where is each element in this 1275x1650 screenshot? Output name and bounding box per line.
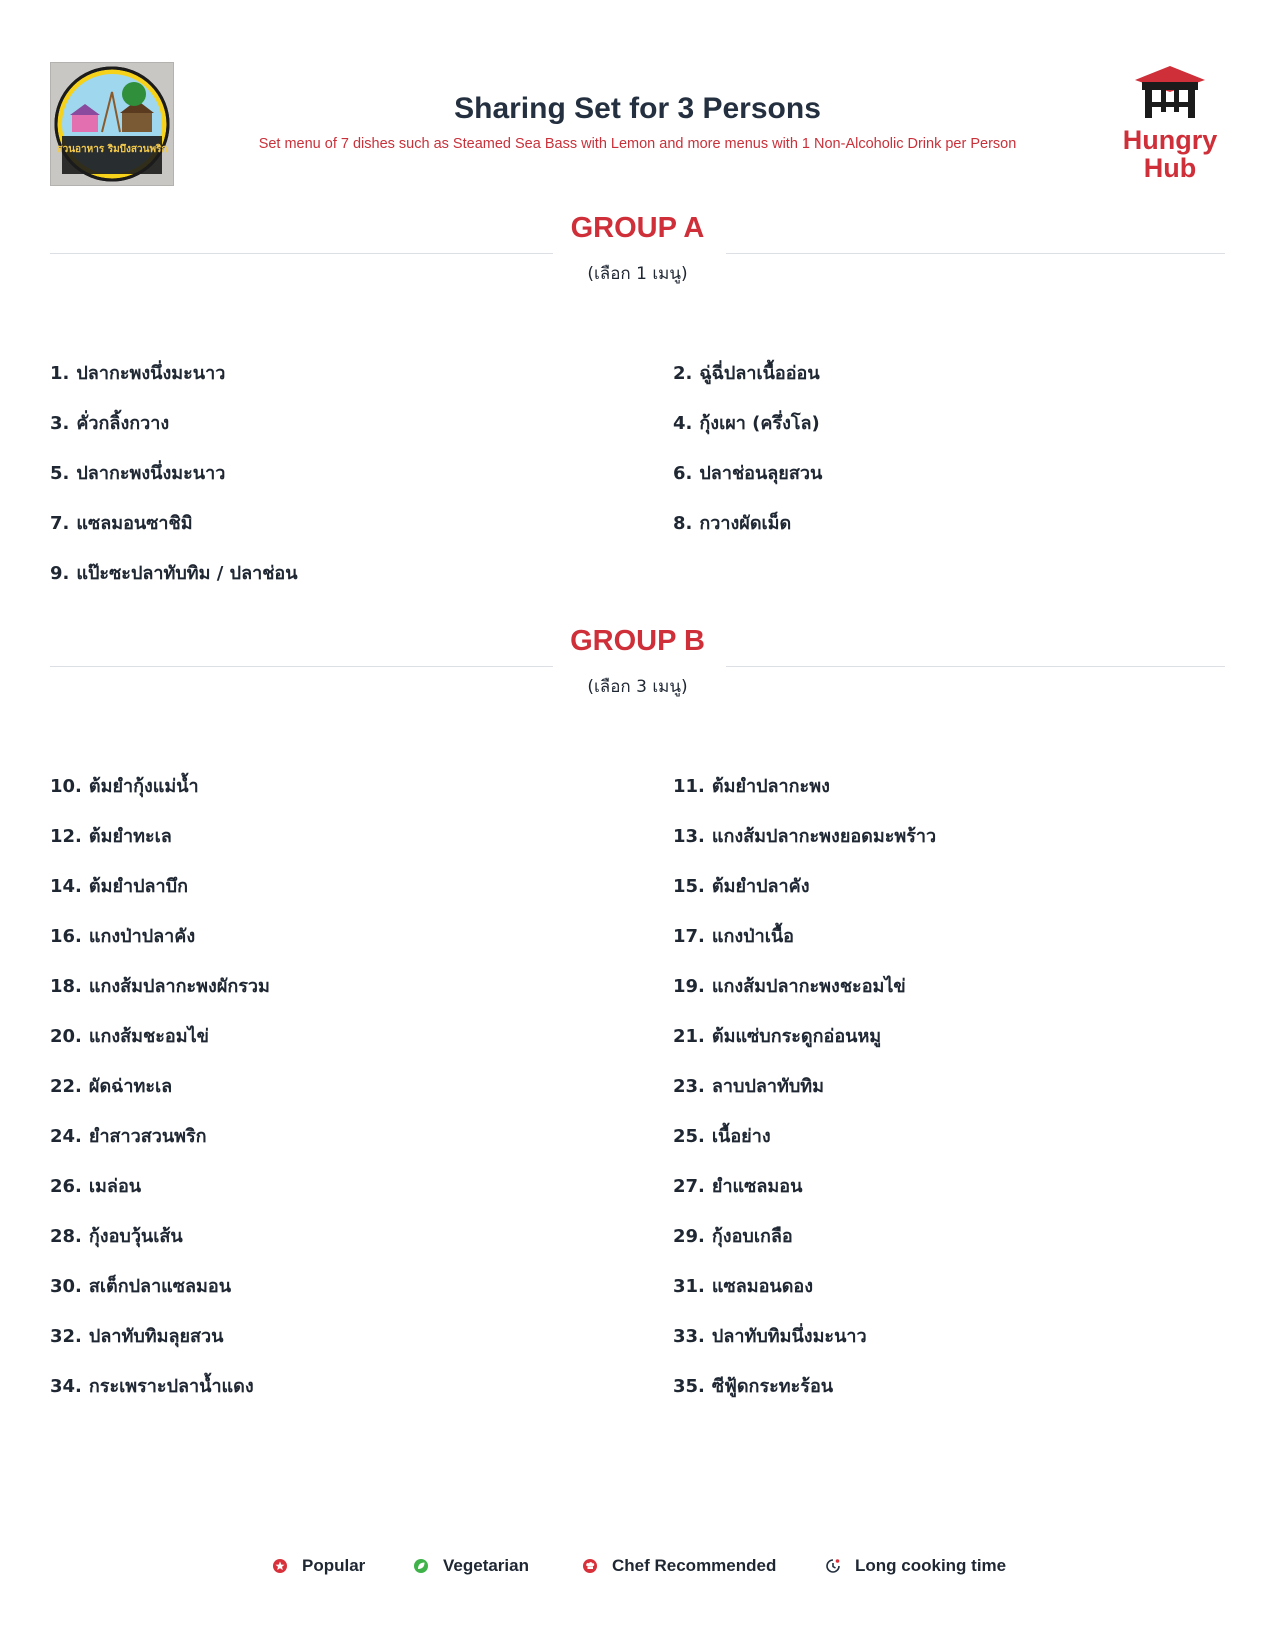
menu-item bbox=[673, 871, 810, 900]
table-icon bbox=[1115, 62, 1225, 192]
menu-item-name: แกงส้มปลากะพงยอดมะพร้าว bbox=[711, 826, 937, 847]
menu-item-number: 16. bbox=[50, 926, 82, 947]
menu-item bbox=[50, 1321, 223, 1350]
menu-item-name: แกงป่าเนื้อ bbox=[711, 926, 794, 947]
menu-item-name: แกงป่าปลาคัง bbox=[88, 926, 196, 947]
menu-item bbox=[50, 1071, 172, 1100]
menu-item bbox=[50, 1271, 231, 1300]
menu-item bbox=[50, 1021, 209, 1050]
menu-item-name: ลาบปลาทับทิม bbox=[711, 1076, 825, 1097]
group-b-divider-right bbox=[726, 666, 1225, 667]
menu-item-name: คั่วกลิ้งกวาง bbox=[76, 413, 170, 434]
menu-item-number: 5. bbox=[50, 463, 70, 484]
menu-item bbox=[50, 508, 193, 537]
menu-item-number: 15. bbox=[673, 876, 705, 897]
menu-item-name: ต้มยำปลาบึก bbox=[88, 876, 188, 897]
group-a-divider-right bbox=[726, 253, 1225, 254]
restaurant-logo-text: สวนอาหาร ริมบึงสวนพริก bbox=[56, 144, 168, 155]
page-subtitle: Set menu of 7 dishes such as Steamed Sea Bass with Lemon and more menus with 1 Non-Alcoholic Drink per Person bbox=[258, 136, 1017, 152]
group-a-divider-left bbox=[50, 253, 553, 254]
menu-item bbox=[673, 1321, 867, 1350]
menu-item-number: 30. bbox=[50, 1276, 82, 1297]
vegetarian-icon bbox=[413, 1558, 429, 1574]
menu-item-number: 14. bbox=[50, 876, 82, 897]
chef-recommended-icon bbox=[582, 1558, 598, 1574]
brand-logo-line1: Hungry bbox=[1122, 125, 1218, 155]
group-b-title: GROUP B bbox=[570, 625, 705, 657]
menu-item-name: แกงส้มปลากะพงชะอมไข่ bbox=[711, 976, 906, 997]
menu-item bbox=[50, 358, 225, 387]
group-a-note: (เลือก 1 เมนู) bbox=[587, 264, 688, 284]
menu-item-name: กุ้งอบเกลือ bbox=[711, 1226, 793, 1247]
menu-item-name: ปลาช่อนลุยสวน bbox=[699, 463, 823, 484]
menu-item bbox=[673, 1121, 771, 1150]
menu-item bbox=[673, 821, 936, 850]
menu-item-number: 4. bbox=[673, 413, 693, 434]
menu-item-name: ปลาทับทิมนึ่งมะนาว bbox=[711, 1326, 867, 1347]
menu-item-number: 1. bbox=[50, 363, 70, 384]
menu-item-name: แซลมอนดอง bbox=[711, 1276, 814, 1297]
menu-item bbox=[673, 771, 830, 800]
menu-item-number: 19. bbox=[673, 976, 705, 997]
menu-item bbox=[50, 1121, 207, 1150]
menu-item-name: ผัดฉ่าทะเล bbox=[88, 1076, 173, 1097]
menu-item-number: 26. bbox=[50, 1176, 82, 1197]
menu-item bbox=[50, 1221, 183, 1250]
menu-item-number: 28. bbox=[50, 1226, 82, 1247]
menu-item-number: 7. bbox=[50, 513, 70, 534]
menu-item bbox=[673, 508, 791, 537]
page-title: Sharing Set for 3 Persons bbox=[454, 92, 821, 125]
menu-item-name: ต้มยำปลาคัง bbox=[711, 876, 810, 897]
brand-logo-line2: Hub bbox=[1143, 153, 1197, 183]
menu-item bbox=[673, 921, 794, 950]
menu-item bbox=[50, 821, 172, 850]
menu-item bbox=[50, 408, 169, 437]
menu-item-name: แป๊ะซะปลาทับทิม / ปลาช่อน bbox=[76, 563, 298, 584]
menu-item-number: 31. bbox=[673, 1276, 705, 1297]
menu-item bbox=[50, 1171, 141, 1200]
legend-chef-recommended-label: Chef Recommended bbox=[612, 1556, 777, 1575]
popular-icon bbox=[272, 1558, 288, 1574]
menu-item-number: 33. bbox=[673, 1326, 705, 1347]
legend-popular bbox=[272, 1556, 365, 1576]
menu-item bbox=[673, 1071, 824, 1100]
menu-item-name: แกงส้มปลากะพงผักรวม bbox=[88, 976, 270, 997]
legend bbox=[0, 1556, 1275, 1584]
menu-item-number: 34. bbox=[50, 1376, 82, 1397]
menu-item bbox=[673, 1171, 802, 1200]
menu-item-name: ยำสาวสวนพริก bbox=[88, 1126, 207, 1147]
menu-item bbox=[673, 1371, 833, 1400]
legend-long-cooking-time bbox=[825, 1556, 1006, 1576]
menu-item-name: ยำแซลมอน bbox=[711, 1176, 803, 1197]
menu-item-number: 25. bbox=[673, 1126, 705, 1147]
long-cooking-time-icon bbox=[825, 1558, 841, 1574]
menu-item-number: 13. bbox=[673, 826, 705, 847]
menu-item-name: กวางผัดเม็ด bbox=[699, 513, 792, 534]
menu-item-number: 8. bbox=[673, 513, 693, 534]
menu-item-number: 35. bbox=[673, 1376, 705, 1397]
legend-vegetarian bbox=[413, 1556, 529, 1576]
menu-item-name: เมล่อน bbox=[88, 1176, 142, 1197]
menu-item bbox=[50, 1371, 254, 1400]
menu-item-name: ต้มยำทะเล bbox=[88, 826, 172, 847]
legend-long-cooking-time-label: Long cooking time bbox=[855, 1556, 1007, 1575]
menu-item-number: 9. bbox=[50, 563, 70, 584]
menu-item bbox=[673, 1271, 813, 1300]
legend-vegetarian-label: Vegetarian bbox=[443, 1556, 529, 1575]
legend-chef-recommended bbox=[582, 1556, 776, 1576]
menu-item-name: แซลมอนซาชิมิ bbox=[76, 513, 193, 534]
menu-item-number: 22. bbox=[50, 1076, 82, 1097]
menu-item-name: ต้มยำปลากะพง bbox=[711, 776, 830, 797]
menu-item-name: สเต็กปลาแซลมอน bbox=[88, 1276, 232, 1297]
menu-item-name: แกงส้มชะอมไข่ bbox=[88, 1026, 209, 1047]
menu-item-number: 32. bbox=[50, 1326, 82, 1347]
menu-item-number: 20. bbox=[50, 1026, 82, 1047]
menu-item-number: 29. bbox=[673, 1226, 705, 1247]
menu-item-name: เนื้อย่าง bbox=[711, 1126, 771, 1147]
menu-item-name: ปลากะพงนึ่งมะนาว bbox=[76, 463, 226, 484]
menu-item bbox=[50, 771, 199, 800]
menu-item bbox=[50, 971, 270, 1000]
menu-item-name: กระเพราะปลาน้ำแดง bbox=[88, 1376, 254, 1397]
menu-item bbox=[50, 558, 298, 587]
menu-item bbox=[673, 358, 820, 387]
menu-item-number: 12. bbox=[50, 826, 82, 847]
menu-item-name: ซีฟู้ดกระทะร้อน bbox=[711, 1376, 834, 1397]
group-a-title: GROUP A bbox=[570, 212, 705, 244]
menu-item bbox=[673, 1021, 881, 1050]
menu-item-number: 2. bbox=[673, 363, 693, 384]
menu-item-number: 6. bbox=[673, 463, 693, 484]
menu-item-name: ต้มแซ่บกระดูกอ่อนหมู bbox=[711, 1026, 882, 1047]
menu-item-number: 18. bbox=[50, 976, 82, 997]
menu-item bbox=[50, 921, 195, 950]
menu-item-number: 10. bbox=[50, 776, 82, 797]
menu-item-number: 23. bbox=[673, 1076, 705, 1097]
hungry-hub-logo bbox=[1115, 62, 1225, 192]
menu-item bbox=[673, 458, 822, 487]
group-b-divider-left bbox=[50, 666, 553, 667]
menu-item bbox=[50, 458, 225, 487]
menu-item-name: ปลากะพงนึ่งมะนาว bbox=[76, 363, 226, 384]
menu-item-name: ฉู่ฉี่ปลาเนื้ออ่อน bbox=[699, 363, 820, 384]
menu-item-name: กุ้งอบวุ้นเส้น bbox=[88, 1226, 183, 1247]
menu-item-number: 17. bbox=[673, 926, 705, 947]
menu-item-number: 11. bbox=[673, 776, 705, 797]
menu-item-number: 3. bbox=[50, 413, 70, 434]
menu-item-number: 24. bbox=[50, 1126, 82, 1147]
menu-item-number: 21. bbox=[673, 1026, 705, 1047]
group-b-note: (เลือก 3 เมนู) bbox=[587, 677, 688, 697]
menu-item bbox=[50, 871, 188, 900]
menu-item bbox=[673, 1221, 793, 1250]
legend-popular-label: Popular bbox=[302, 1556, 366, 1575]
menu-item-name: กุ้งเผา (ครึ่งโล) bbox=[699, 413, 820, 434]
menu-item-name: ต้มยำกุ้งแม่น้ำ bbox=[88, 776, 199, 797]
menu-item-name: ปลาทับทิมลุยสวน bbox=[88, 1326, 224, 1347]
menu-item bbox=[673, 971, 906, 1000]
menu-item-number: 27. bbox=[673, 1176, 705, 1197]
menu-item bbox=[673, 408, 820, 437]
